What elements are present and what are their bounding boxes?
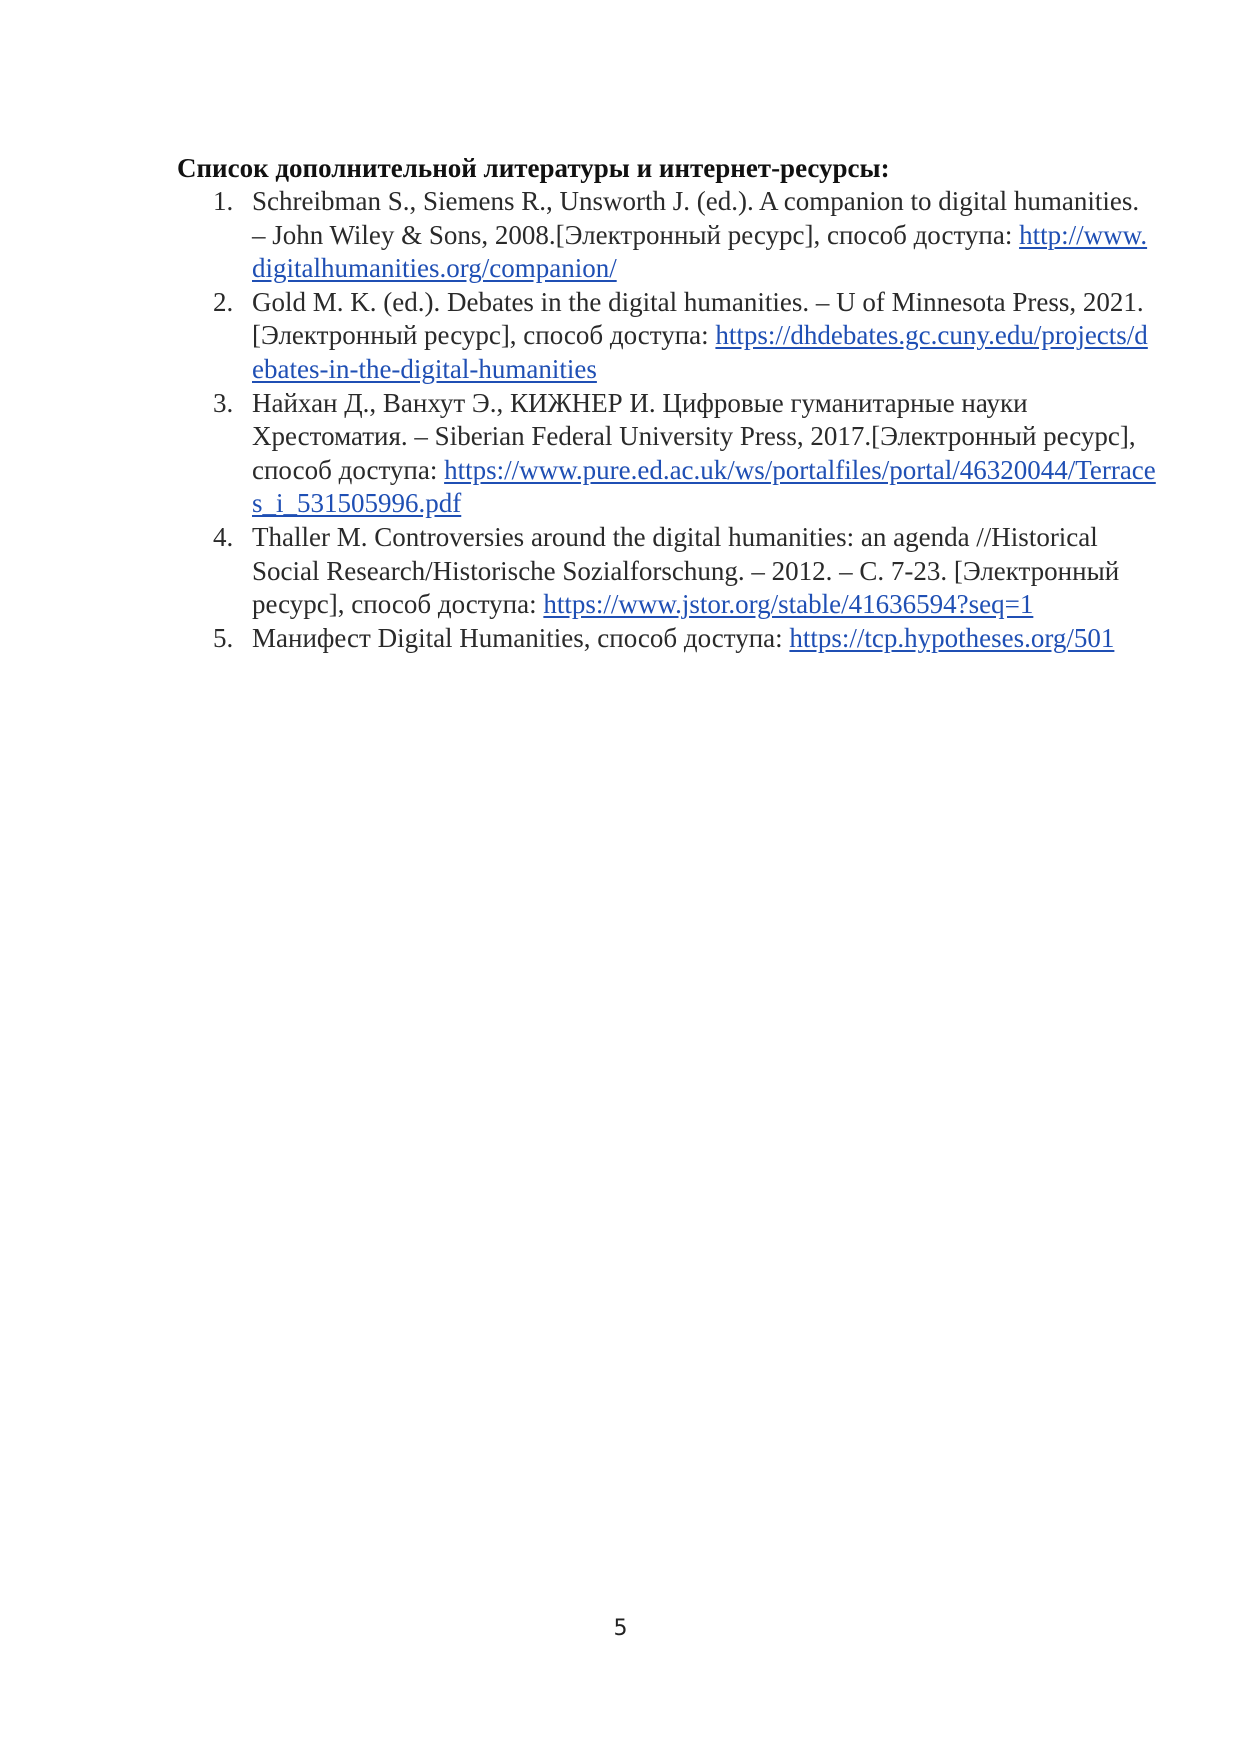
reference-text <box>252 387 1157 521</box>
reference-number: 4. <box>213 521 234 552</box>
reference-text <box>252 286 1157 387</box>
reference-link[interactable]: https://tcp.hypotheses.org/501 <box>789 622 1115 653</box>
reference-link[interactable]: https://www.pure.ed.ac.uk/ws/portalfiles/portal/46320044/Terraces_i_531505996.pdf <box>252 454 1156 519</box>
reference-link[interactable]: https://www.jstor.org/stable/41636594?seq=1 <box>543 589 1034 620</box>
reference-item-3 <box>177 387 1157 521</box>
reference-item-2 <box>177 286 1157 387</box>
page-number: 5 <box>613 1616 628 1641</box>
document-body <box>177 152 1157 655</box>
reference-text <box>252 521 1157 622</box>
reference-number: 2. <box>213 286 234 317</box>
reference-number: 3. <box>213 387 234 418</box>
references-heading: Список дополнительной литературы и интернет-ресурсы: <box>177 153 890 183</box>
reference-citation: Найхан Д., Ванхут Э., КИЖНЕР И. Цифровые гуманитарные науки Хрестоматия. – Siberian Federal University Press, 2017.[Электронный ресурс], способ доступа: <box>252 387 1136 485</box>
reference-link[interactable]: http://www.digitalhumanities.org/companion/ <box>252 219 1148 284</box>
reference-item-4 <box>177 521 1157 622</box>
reference-link[interactable]: https://dhdebates.gc.cuny.edu/projects/debates-in-the-digital-humanities <box>252 320 1148 384</box>
reference-citation: Thaller M. Controversies around the digital humanities: an agenda //Historical Social Research/Historische Sozialforschung. – 2012. – С. 7-23. [Электронный ресурс], способ доступа: <box>252 521 1120 620</box>
reference-text <box>252 185 1157 286</box>
reference-item-1 <box>177 185 1157 286</box>
reference-item-5 <box>177 622 1157 656</box>
reference-list <box>177 185 1157 655</box>
reference-number: 5. <box>213 622 234 653</box>
reference-number: 1. <box>213 186 234 216</box>
reference-citation: Манифест Digital Humanities, способ доступа: <box>252 622 790 653</box>
reference-citation: Gold M. K. (ed.). Debates in the digital humanities. – U of Minnesota Press, 2021.[Электронный ресурс], способ доступа: <box>252 286 1144 351</box>
reference-text <box>252 622 1157 656</box>
reference-citation: Schreibman S., Siemens R., Unsworth J. (ed.). A companion to digital humanities. – John Wiley & Sons, 2008.[Электронный ресурс], способ доступа: <box>252 186 1140 250</box>
